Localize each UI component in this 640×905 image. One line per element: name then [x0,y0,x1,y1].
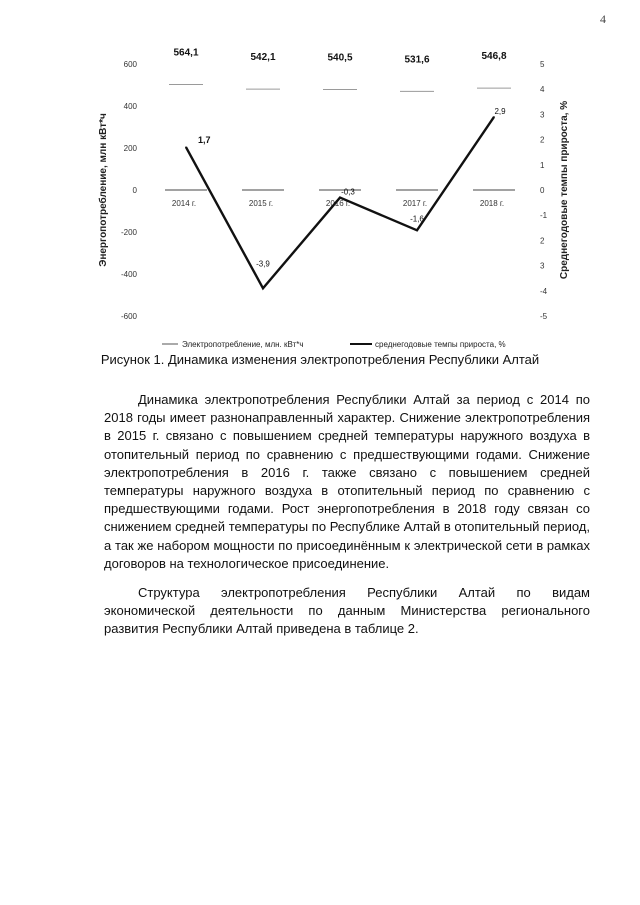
growth-point [416,230,418,232]
right-tick-label: 1 [540,160,545,170]
growth-point [262,287,264,289]
right-tick-label: 0 [540,186,545,195]
right-tick-label: -5 [540,312,548,321]
right-tick-label: 2 [540,236,545,246]
bar-value-label: 531,6 [404,54,430,66]
legend-line-label: среднегодовые темпы прироста, % [375,340,506,349]
page-number: 4 [600,12,606,26]
growth-point [339,197,341,199]
growth-value-label: -1,6 [410,214,424,224]
paragraph-2: Структура электропотребления Республики Алтай по видам экономической деятельности по данным Министерства регионального развития Республики Алтай приведена в таблице 2. [104,585,590,637]
category-label: 2014 г. [171,199,197,208]
growth-point [185,146,187,148]
left-tick-label: 400 [123,102,137,111]
growth-value-label: 2,9 [494,106,506,116]
plot-area [121,48,548,321]
growth-value-label: -0,3 [341,187,355,197]
left-tick-label: -400 [120,270,137,279]
left-tick-label: 600 [123,60,137,69]
bar-value-label: 540,5 [327,52,353,64]
right-tick-label: 2 [540,135,545,145]
category-label: 2016 г. [325,199,351,208]
right-tick-label: 5 [540,60,545,69]
legend-bars-label: Электропотребление, млн. кВт*ч [182,340,304,349]
right-tick-label: 3 [540,110,545,120]
category-label: 2017 г. [402,199,428,208]
growth-point [493,116,495,118]
left-tick-label: -600 [120,312,137,321]
growth-value-label: 1,7 [198,135,211,146]
right-tick-label: -4 [540,286,548,296]
bar-value-label: 546,8 [481,51,507,63]
left-tick-label: -200 [120,228,137,237]
right-tick-label: 3 [540,261,545,271]
legend [162,340,506,349]
chart [0,0,640,350]
right-tick-label: 4 [540,85,545,95]
category-label: 2018 г. [479,199,505,208]
paragraph-1: Динамика электропотребления Республики Алтай за период с 2014 по 2018 годы имеет разнонаправленный характер. Снижение электропотребления в 2015 г. связано с повышением средней температуры наружного воздуха в отопительный период по сравнению с предшествующими годами. Снижение электропотребления в 2016 г. также связано с повышением средней температуры наружного воздуха в отопительный период по сравнению с предшествующими годами. Рост энергопотребления в 2018 году связан со снижением средней температуры по Республике Алтай в отопительный период, а так же набором мощности по присоединённым к электрической сети в рамках договоров на технологическое присоединение. [104,392,590,571]
bar-value-label: 564,1 [173,47,199,59]
left-tick-label: 0 [132,186,137,195]
right-tick-label: -1 [540,211,548,221]
growth-value-label: -3,9 [256,259,270,269]
figure-caption: Рисунок 1. Динамика изменения электропотребления Республики Алтай [100,352,540,367]
right-axis-label: Среднегодовые темпы прироста, % [559,100,570,280]
left-axis-label: Энергопотребление, млн кВт*ч [98,113,109,267]
left-tick-label: 200 [123,144,137,153]
bar-value-label: 542,1 [250,52,276,64]
category-label: 2015 г. [248,199,274,208]
